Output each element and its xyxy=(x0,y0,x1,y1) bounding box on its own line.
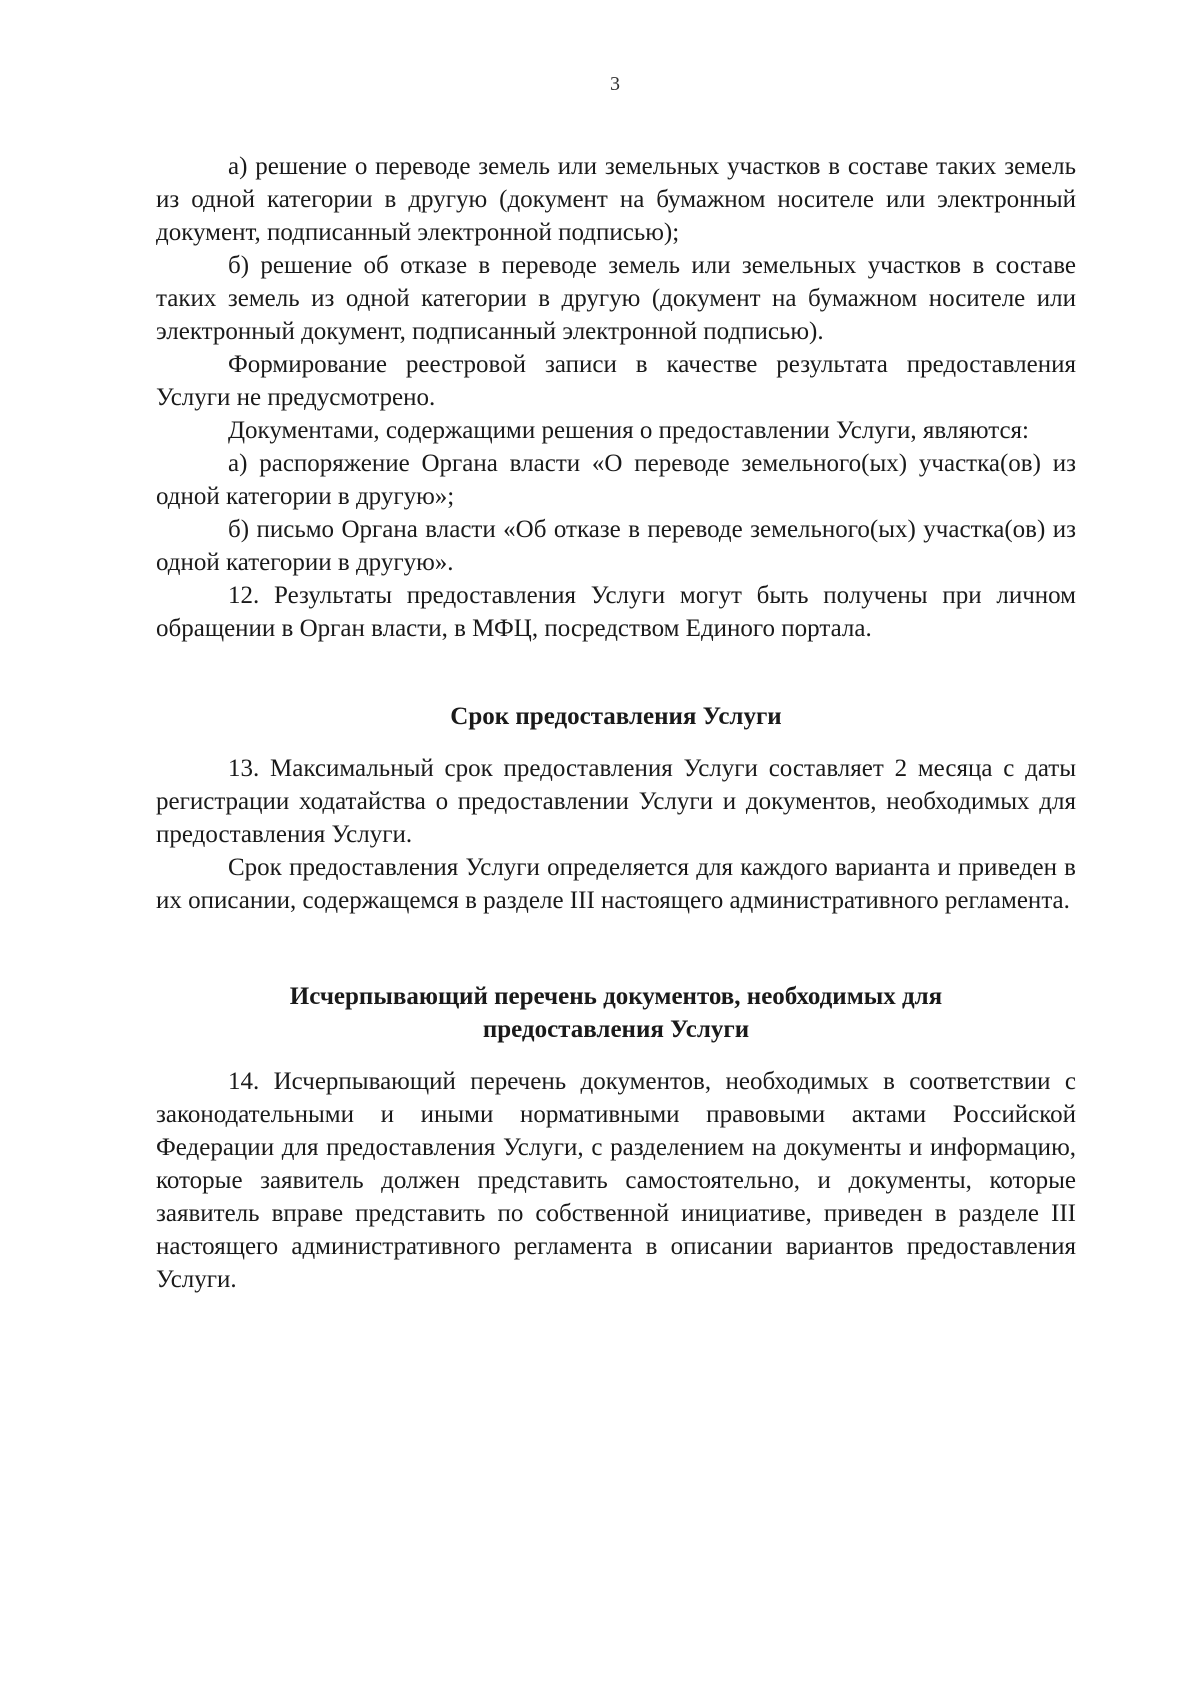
heading-documents-line-2: предоставления Услуги xyxy=(482,1016,750,1043)
paragraph-letter-b: б) письмо Органа власти «Об отказе в переводе земельного(ых) участка(ов) из одной категории в другую». xyxy=(156,516,1076,576)
paragraph-registry-record: Формирование реестровой записи в качестве результата предоставления Услуги не предусмотрено. xyxy=(156,351,1076,411)
results-section xyxy=(156,150,1076,645)
paragraph-decision-documents: Документами, содержащими решения о предоставлении Услуги, являются: xyxy=(228,417,1029,444)
heading-documents-line-1: Исчерпывающий перечень документов, необходимых для xyxy=(289,983,943,1010)
page-number: 3 xyxy=(610,73,620,95)
paragraph-14: 14. Исчерпывающий перечень документов, необходимых в соответствии с законодательными и иными нормативными правовыми актами Российской Федерации для предоставления Услуги, с разделением на документы и информацию, которые заявитель должен представить самостоятельно, и документы, которые заявитель вправе представить по собственной инициативе, приведен в разделе III настоящего административного регламента в описании вариантов предоставления Услуги. xyxy=(156,1068,1076,1293)
paragraph-12: 12. Результаты предоставления Услуги могут быть получены при личном обращении в Орган власти, в МФЦ, посредством Единого портала. xyxy=(156,582,1076,642)
documents-section xyxy=(156,1065,1076,1296)
paragraph-term-variants: Срок предоставления Услуги определяется для каждого варианта и приведен в их описании, содержащемся в разделе III настоящего административного регламента. xyxy=(156,854,1076,914)
heading-documents xyxy=(156,980,1076,1046)
paragraph-result-a: а) решение о переводе земель или земельных участков в составе таких земель из одной категории в другую (документ на бумажном носителе или электронный документ, подписанный электронной подписью); xyxy=(156,153,1076,246)
term-section xyxy=(156,752,1076,917)
heading-term: Срок предоставления Услуги xyxy=(450,703,782,730)
paragraph-result-b: б) решение об отказе в переводе земель или земельных участков в составе таких земель из одной категории в другую (документ на бумажном носителе или электронный документ, подписанный электронной подписью). xyxy=(156,252,1076,345)
paragraph-13: 13. Максимальный срок предоставления Услуги составляет 2 месяца с даты регистрации ходатайства о предоставлении Услуги и документов, необходимых для предоставления Услуги. xyxy=(156,755,1076,848)
paragraph-order-a: а) распоряжение Органа власти «О переводе земельного(ых) участка(ов) из одной категории в другую»; xyxy=(156,450,1076,510)
